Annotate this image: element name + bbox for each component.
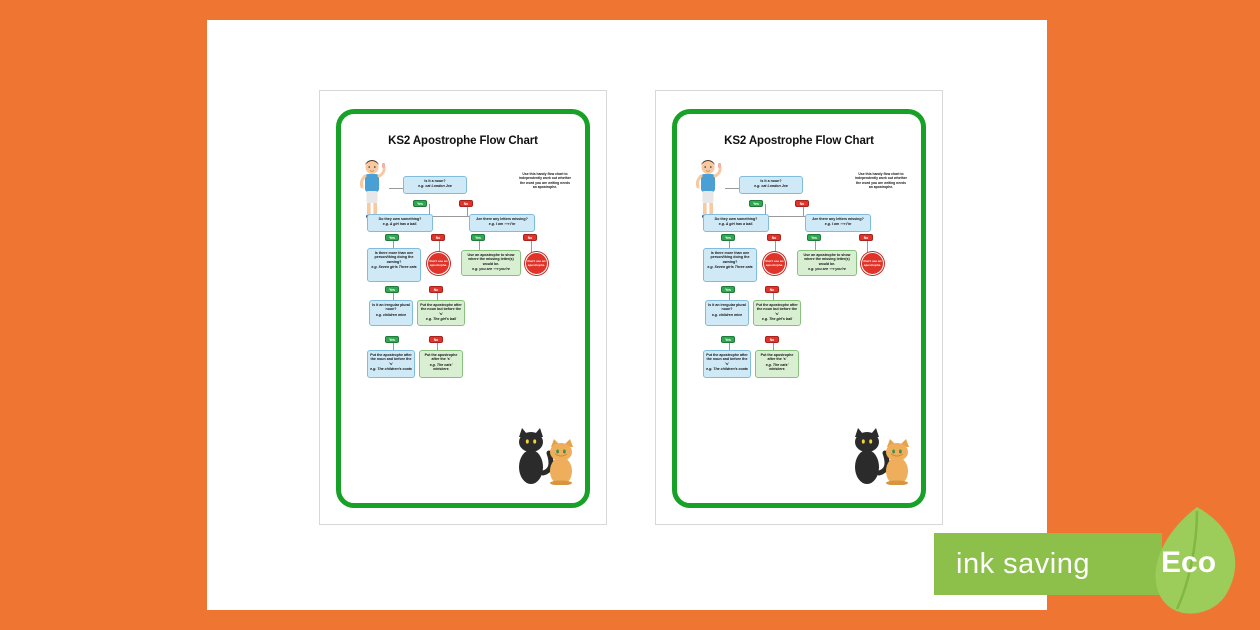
tag-yes: Yes — [721, 286, 735, 293]
tag-no: No — [767, 234, 781, 241]
page-title: KS2 Apostrophe Flow Chart — [724, 135, 874, 147]
node-irregular-plural-answer: Put the apostrophe after the noun and before the 's' e.g. The children's coats — [703, 350, 751, 378]
node-more-than-one-question: Is there more than one person/thing doing the owning? e.g. Seven girls Three cats — [367, 248, 421, 282]
tag-yes: Yes — [749, 200, 763, 207]
tag-no: No — [795, 200, 809, 207]
cards-row — [207, 20, 1047, 610]
stop-no-apostrophe-2: Don't use an apostrophe. — [861, 252, 884, 275]
node-irregular-plural-question: Is it an irregular plural noun? e.g. children mice — [705, 300, 749, 326]
intro-note: Use this handy flow chart to independently work out whether the word you are writing needs an apostrophe. — [519, 172, 571, 190]
tag-yes: Yes — [413, 200, 427, 207]
node-irregular-plural-answer: Put the apostrophe after the noun and before the 's' e.g. The children's coats — [367, 350, 415, 378]
node-missing-letters-question: Are there any letters missing? e.g. I am ⟶ I'm — [469, 214, 535, 232]
stop-no-apostrophe-1: Don't use an apostrophe. — [763, 252, 786, 275]
tag-no: No — [429, 336, 443, 343]
eco-label: Eco — [1161, 546, 1217, 579]
tag-yes: Yes — [721, 336, 735, 343]
node-more-than-one-question: Is there more than one person/thing doing the owning? e.g. Seven girls Three cats — [703, 248, 757, 282]
tag-yes: Yes — [721, 234, 735, 241]
ink-saving-badge — [934, 533, 1162, 595]
tag-yes: Yes — [385, 336, 399, 343]
page-title: KS2 Apostrophe Flow Chart — [388, 135, 538, 147]
node-apostrophe-before-s: Put the apostrophe after the noun but before the 's' e.g. The girl's ball — [417, 300, 465, 326]
node-noun-question: Is it a noun? e.g. cat London Joe — [403, 176, 467, 194]
tag-no: No — [859, 234, 873, 241]
card-border-1 — [336, 109, 590, 508]
intro-note: Use this handy flow chart to independently work out whether the word you are writing needs an apostrophe. — [855, 172, 907, 190]
node-own-question: Do they own something? e.g. A girl has a ball. — [367, 214, 433, 232]
stop-no-apostrophe-1: Don't use an apostrophe. — [427, 252, 450, 275]
tag-no: No — [459, 200, 473, 207]
tag-yes: Yes — [385, 234, 399, 241]
cats-illustration — [505, 413, 579, 485]
flow-chart-card-2 — [655, 90, 943, 525]
boy-illustration — [355, 158, 389, 220]
node-apostrophe-before-s: Put the apostrophe after the noun but before the 's' e.g. The girl's ball — [753, 300, 801, 326]
node-own-question: Do they own something? e.g. A girl has a ball. — [703, 214, 769, 232]
cats-illustration — [841, 413, 915, 485]
tag-no: No — [429, 286, 443, 293]
tag-yes: Yes — [807, 234, 821, 241]
ink-saving-label: ink saving — [956, 547, 1090, 580]
node-noun-question: Is it a noun? e.g. cat London Joe — [739, 176, 803, 194]
stop-no-apostrophe-2: Don't use an apostrophe. — [525, 252, 548, 275]
node-missing-letters-answer: Use an apostrophe to show where the missing letter(s) would be. e.g. you are ⟶ you're — [461, 250, 521, 276]
tag-no: No — [523, 234, 537, 241]
card-border-2 — [672, 109, 926, 508]
boy-illustration — [691, 158, 725, 220]
tag-no: No — [765, 336, 779, 343]
tag-yes: Yes — [471, 234, 485, 241]
print-preview-sheet — [207, 20, 1047, 610]
flow-chart-card-1 — [319, 90, 607, 525]
node-plural-answer: Put the apostrophe after the 's' e.g. The cats' whiskers — [419, 350, 463, 378]
tag-no: No — [431, 234, 445, 241]
node-missing-letters-question: Are there any letters missing? e.g. I am ⟶ I'm — [805, 214, 871, 232]
tag-yes: Yes — [385, 286, 399, 293]
tag-no: No — [765, 286, 779, 293]
node-irregular-plural-question: Is it an irregular plural noun? e.g. children mice — [369, 300, 413, 326]
node-plural-answer: Put the apostrophe after the 's' e.g. The cats' whiskers — [755, 350, 799, 378]
node-missing-letters-answer: Use an apostrophe to show where the missing letter(s) would be. e.g. you are ⟶ you're — [797, 250, 857, 276]
